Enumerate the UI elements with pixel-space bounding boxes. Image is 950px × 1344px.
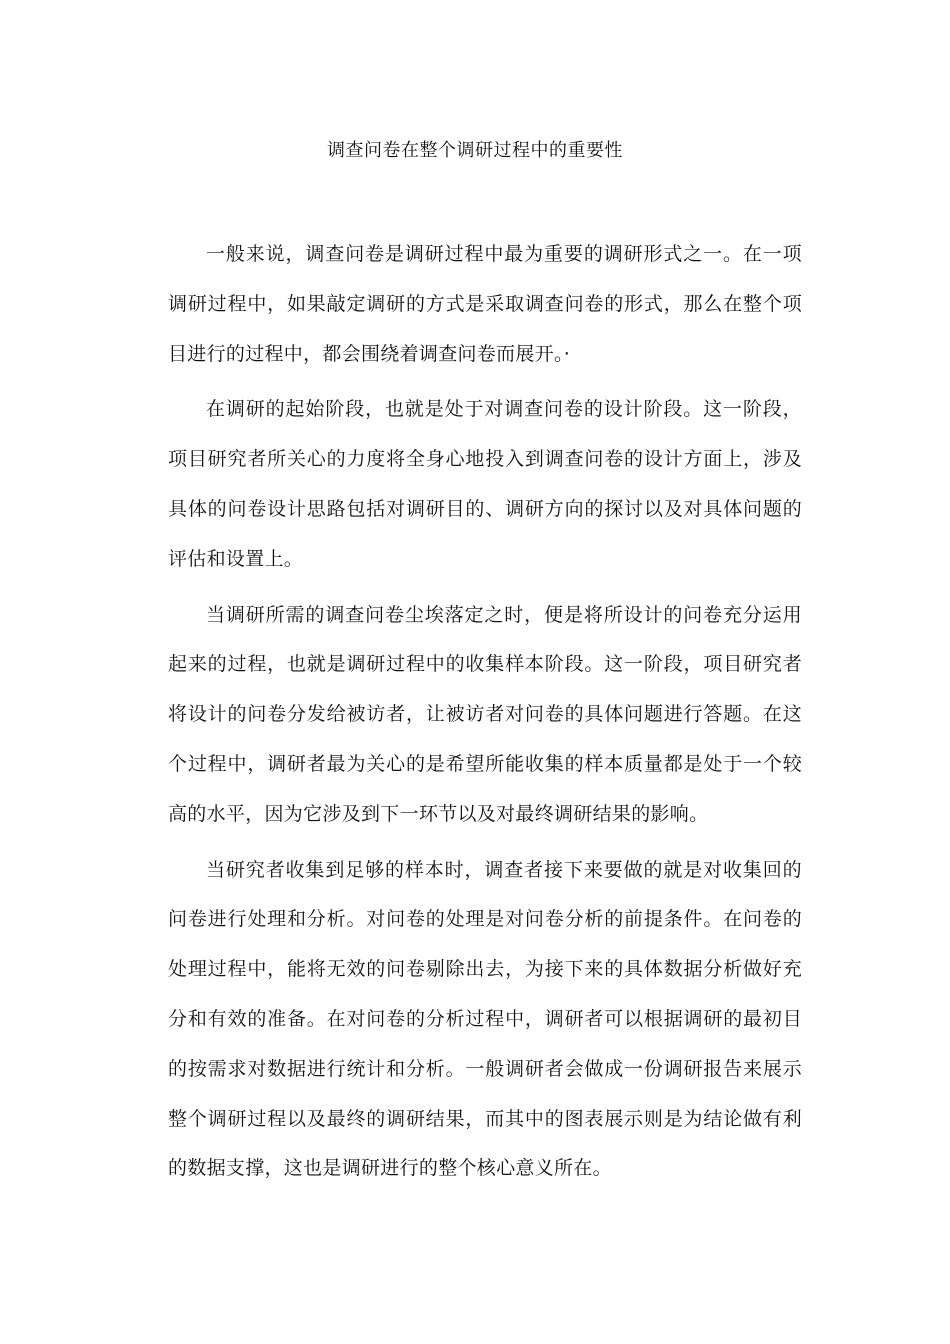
- document-title: 调查问卷在整个调研过程中的重要性: [327, 140, 623, 161]
- document-body: [168, 230, 802, 1200]
- paragraph-3: 当调研所需的调查问卷尘埃落定之时，便是将所设计的问卷充分运用起来的过程，也就是调研过程中的收集样本阶段。这一阶段，项目研究者将设计的问卷分发给被访者，让被访者对问卷的具体问题进行答题。在这个过程中，调研者最为关心的是希望所能收集的样本质量都是处于一个较高的水平，因为它涉及到下一环节以及对最终调研结果的影响。: [168, 603, 802, 825]
- paragraph-4: 当研究者收集到足够的样本时，调查者接下来要做的就是对收集回的问卷进行处理和分析。对问卷的处理是对问卷分析的前提条件。在问卷的处理过程中，能将无效的问卷剔除出去，为接下来的具体数据分析做好充分和有效的准备。在对问卷的分析过程中，调研者可以根据调研的最初目的按需求对数据进行统计和分析。一般调研者会做成一份调研报告来展示整个调研过程以及最终的调研结果，而其中的图表展示则是为结论做有利的数据支撑，这也是调研进行的整个核心意义所在。: [168, 858, 802, 1180]
- paragraph-2: 在调研的起始阶段，也就是处于对调查问卷的设计阶段。这一阶段，项目研究者所关心的力度将全身心地投入到调查问卷的设计方面上，涉及具体的问卷设计思路包括对调研目的、调研方向的探讨以及对具体问题的评估和设置上。: [168, 398, 802, 570]
- paragraph-1: 一般来说，调查问卷是调研过程中最为重要的调研形式之一。在一项调研过程中，如果敲定调研的方式是采取调查问卷的形式，那么在整个项目进行的过程中，都会围绕着调查问卷而展开。·: [168, 243, 802, 365]
